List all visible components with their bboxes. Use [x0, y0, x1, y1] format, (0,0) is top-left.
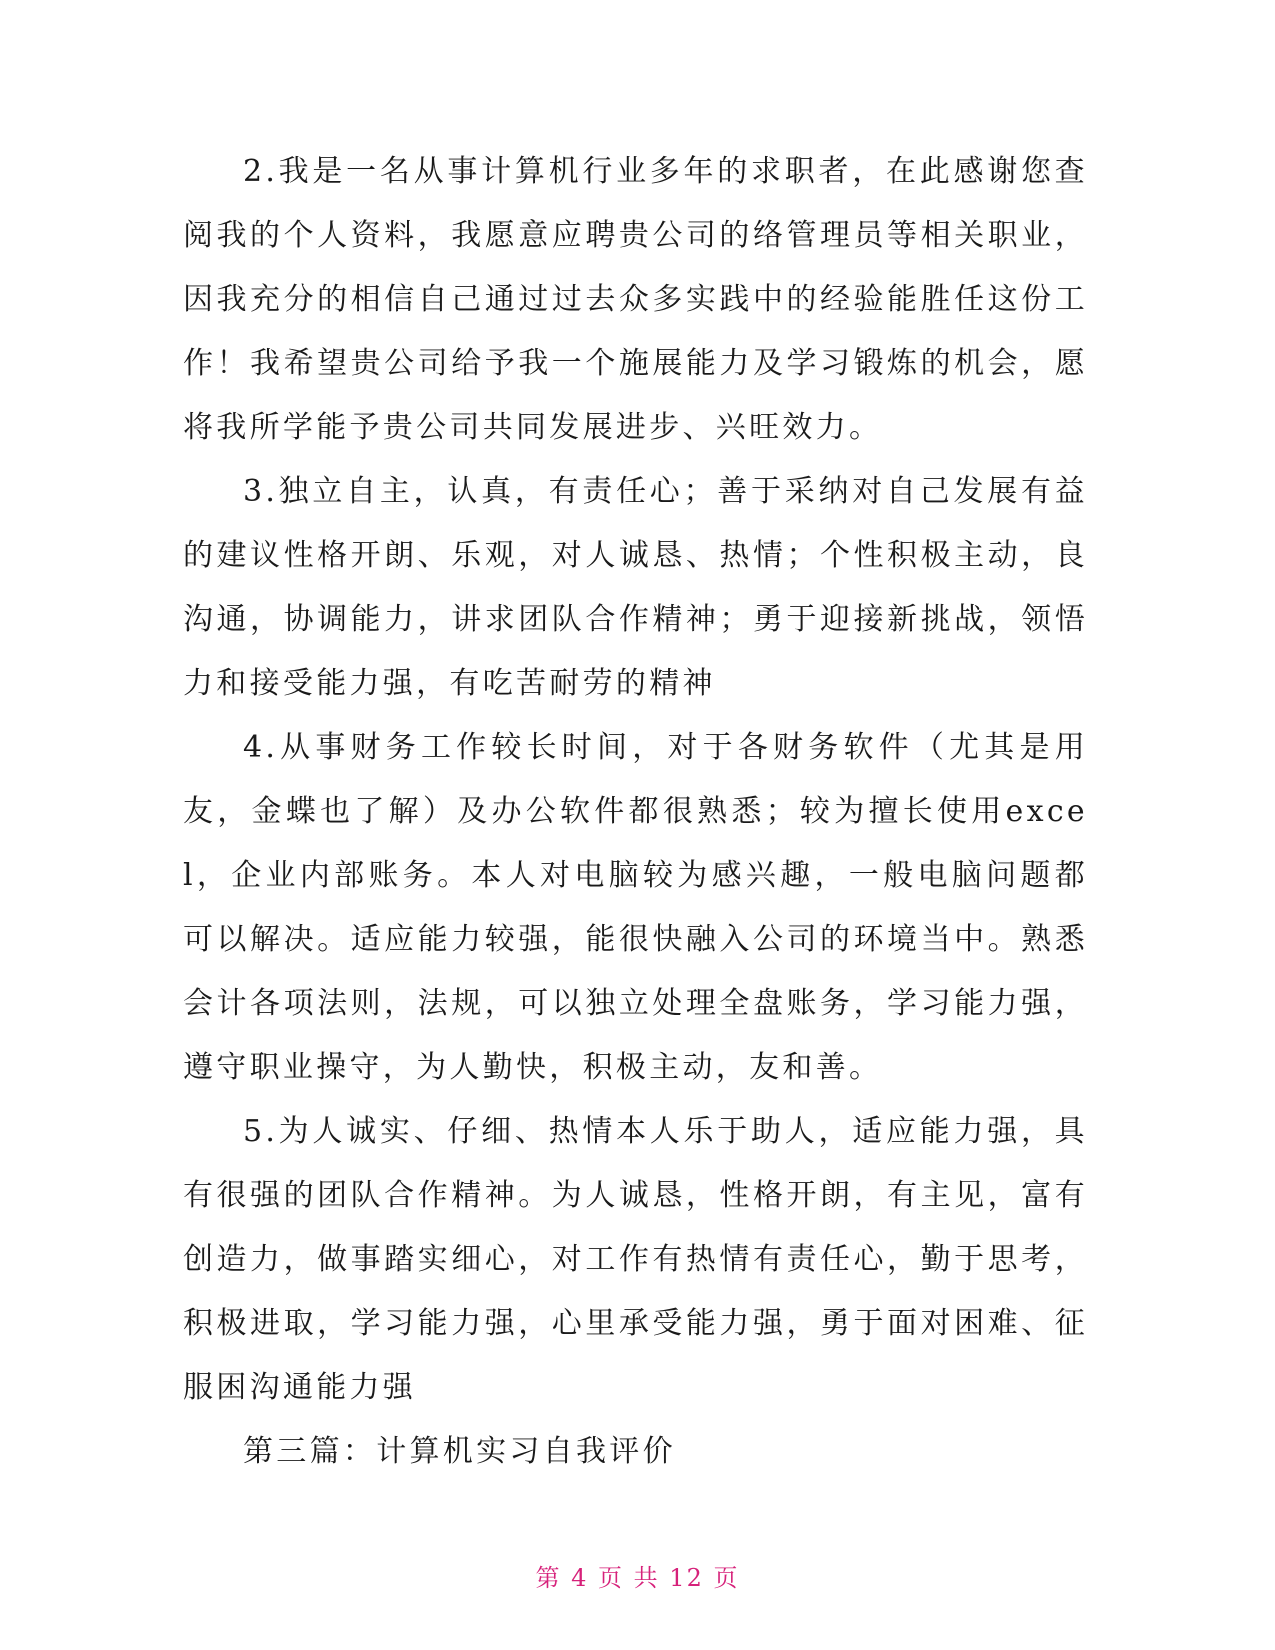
paragraph-5: 5.为人诚实、仔细、热情本人乐于助人，适应能力强，具有很强的团队合作精神。为人诚恳，性格开朗，有主见，富有创造力，做事踏实细心，对工作有热情有责任心，勤于思考，积极进取，学习能力强，心里承受能力强，勇于面对困难、征服困沟通能力强 — [183, 1114, 1088, 1405]
page-number-footer: 第 4 页 共 12 页 — [535, 1564, 740, 1592]
paragraph-2: 2.我是一名从事计算机行业多年的求职者，在此感谢您查阅我的个人资料，我愿意应聘贵公司的络管理员等相关职业，因我充分的相信自己通过过去众多实践中的经验能胜任这份工作！我希望贵公司给予我一个施展能力及学习锻炼的机会，愿将我所学能予贵公司共同发展进步、兴旺效力。 — [183, 154, 1088, 445]
section-heading: 第三篇：计算机实习自我评价 — [243, 1434, 676, 1469]
paragraph-4: 4.从事财务工作较长时间，对于各财务软件（尤其是用友，金蝶也了解）及办公软件都很熟悉；较为擅长使用excel，企业内部账务。本人对电脑较为感兴趣，一般电脑问题都可以解决。适应能力较强，能很快融入公司的环境当中。熟悉会计各项法则，法规，可以独立处理全盘账务，学习能力强，遵守职业操守，为人勤快，积极主动，友和善。 — [183, 730, 1088, 1085]
document-body — [183, 140, 1088, 1484]
paragraph-3: 3.独立自主，认真，有责任心；善于采纳对自己发展有益的建议性格开朗、乐观，对人诚恳、热情；个性积极主动，良沟通，协调能力，讲求团队合作精神；勇于迎接新挑战，领悟力和接受能力强，有吃苦耐劳的精神 — [183, 474, 1088, 701]
